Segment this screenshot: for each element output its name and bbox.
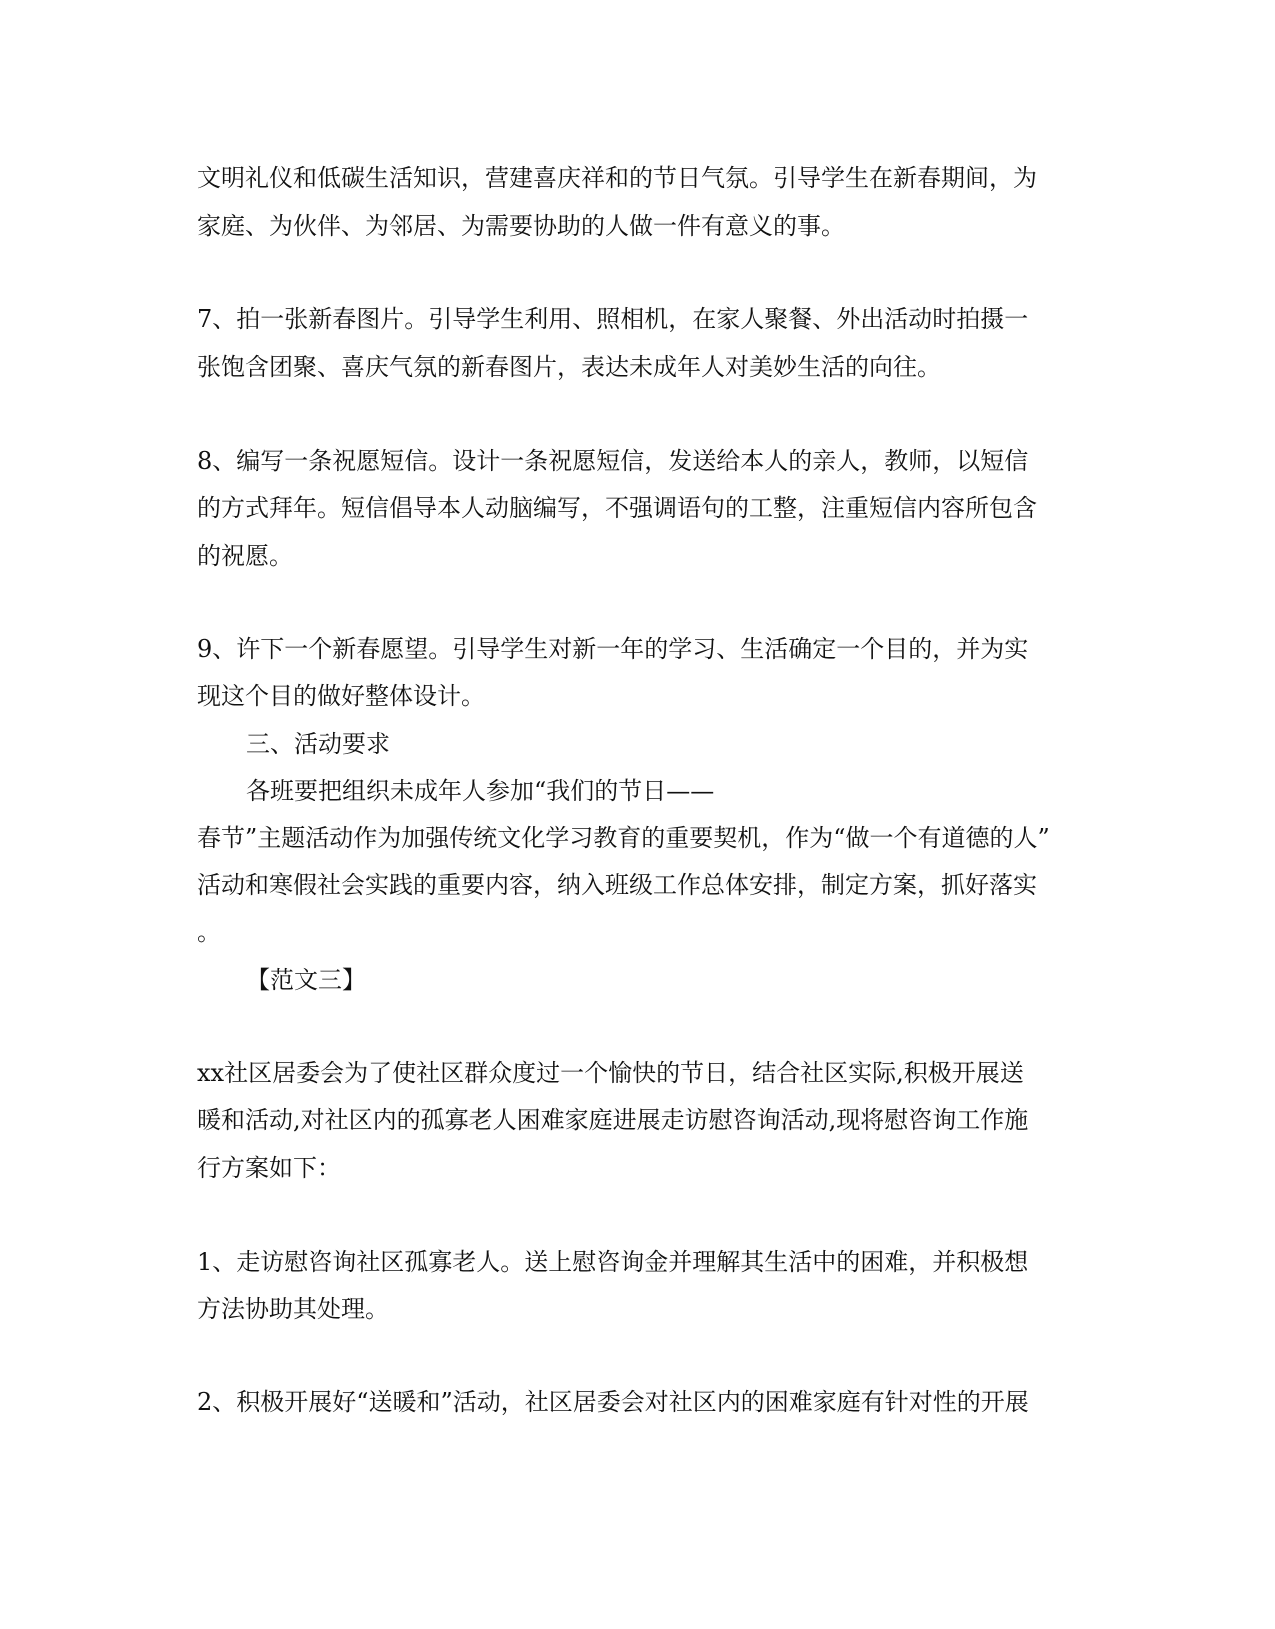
section-3-body-line-1: 各班要把组织未成年人参加“我们的节日—— — [246, 777, 715, 805]
intro-tail-line-2: 家庭、为伙伴、为邻居、为需要协助的人做一件有意义的事。 — [197, 212, 845, 240]
section-3-heading: 三、活动要求 — [246, 730, 390, 758]
item-8-line-1: 8、编写一条祝愿短信。设计一条祝愿短信，发送给本人的亲人，教师，以短信 — [197, 447, 1029, 475]
intro-tail-line-1: 文明礼仪和低碳生活知识，营建喜庆祥和的节日气氛。引导学生在新春期间，为 — [197, 164, 1037, 192]
section-3-body-line-2: 春节”主题活动作为加强传统文化学习教育的重要契机，作为“做一个有道德的人” — [197, 824, 1050, 852]
sample-3-item-1-line-1: 1、走访慰咨询社区孤寡老人。送上慰咨询金并理解其生活中的困难，并积极想 — [197, 1248, 1029, 1276]
sample-3-intro-line-1: xx社区居委会为了使社区群众度过一个愉快的节日，结合社区实际,积极开展送 — [197, 1059, 1024, 1087]
item-8-line-2: 的方式拜年。短信倡导本人动脑编写，不强调语句的工整，注重短信内容所包含 — [197, 494, 1037, 522]
item-7-line-1: 7、拍一张新春图片。引导学生利用、照相机，在家人聚餐、外出活动时拍摄一 — [197, 305, 1029, 333]
item-9-line-1: 9、许下一个新春愿望。引导学生对新一年的学习、生活确定一个目的，并为实 — [197, 635, 1029, 663]
sample-3-title: 【范文三】 — [246, 966, 366, 994]
item-7-line-2: 张饱含团聚、喜庆气氛的新春图片，表达未成年人对美妙生活的向往。 — [197, 353, 941, 381]
sample-3-item-2-line-1: 2、积极开展好“送暖和”活动，社区居委会对社区内的困难家庭有针对性的开展 — [197, 1388, 1029, 1416]
sample-3-intro-line-2: 暖和活动,对社区内的孤寡老人困难家庭进展走访慰咨询活动,现将慰咨询工作施 — [197, 1106, 1029, 1134]
sample-3-item-1-line-2: 方法协助其处理。 — [197, 1295, 389, 1323]
section-3-body-line-4: 。 — [197, 918, 221, 946]
sample-3-intro-line-3: 行方案如下： — [197, 1154, 341, 1182]
item-9-line-2: 现这个目的做好整体设计。 — [197, 682, 485, 710]
item-8-line-3: 的祝愿。 — [197, 542, 293, 570]
section-3-body-line-3: 活动和寒假社会实践的重要内容，纳入班级工作总体安排，制定方案，抓好落实 — [197, 871, 1037, 899]
